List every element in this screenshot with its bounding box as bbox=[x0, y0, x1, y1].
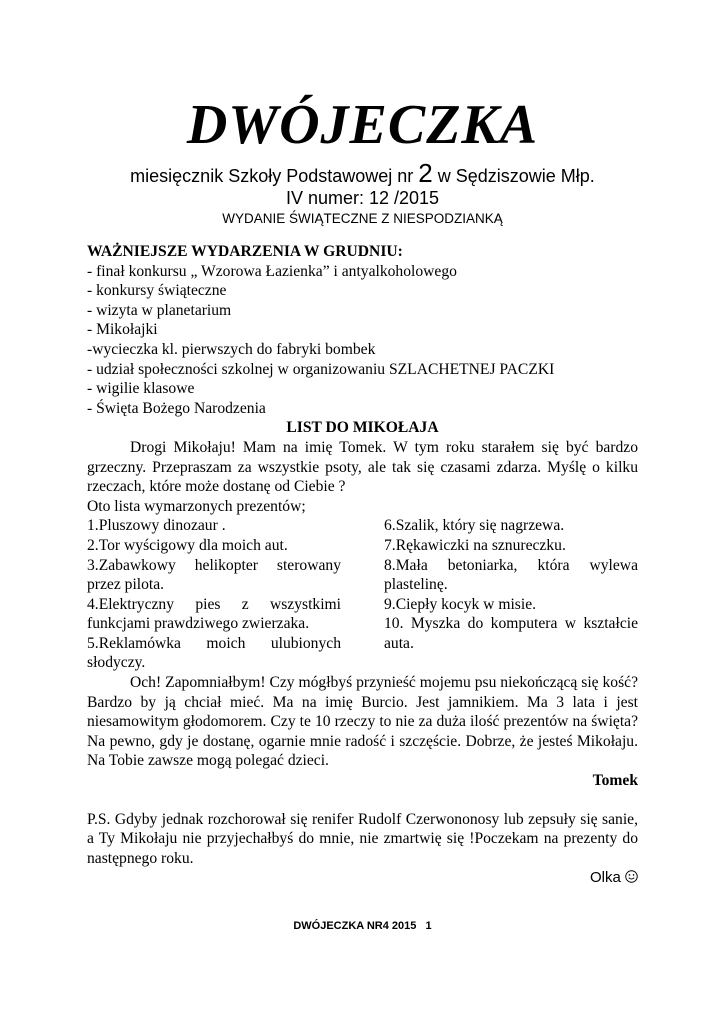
postscript-signature-name: Olka bbox=[589, 869, 621, 887]
event-item: - Święta Bożego Narodzenia bbox=[87, 399, 266, 417]
gift-item: 9.Ciepły kocyk w misie. bbox=[384, 595, 537, 613]
event-item: - konkursy świąteczne bbox=[87, 282, 227, 300]
edition-label: WYDANIE ŚWIĄTECZNE Z NIESPODZIANKĄ bbox=[222, 211, 503, 226]
newsletter-title: DWÓJECZKA bbox=[186, 94, 539, 156]
event-item: - udział społeczności szkolnej w organizowaniu SZLACHETNEJ PACZKI bbox=[87, 360, 555, 378]
gift-item: 10. Myszka do komputera w kształcie auta. bbox=[384, 615, 638, 652]
events-list bbox=[87, 262, 638, 419]
footer-text: DWÓJECZKA NR4 2015 1 bbox=[293, 920, 432, 932]
letter-intro: Drogi Mikołaju! Mam na imię Tomek. W tym roku starałem się być bardzo grzeczny. Przepraszam za wszystkie psoty, ale tak się czasami zdarza. Myślę o kilku rzeczach, które może dostanę od Ciebie ? bbox=[87, 438, 638, 496]
gift-list-left bbox=[87, 516, 341, 673]
events-heading: WAŻNIEJSZE WYDARZENIA W GRUDNIU: bbox=[87, 243, 403, 260]
event-item: -wycieczka kl. pierwszych do fabryki bombek bbox=[87, 340, 376, 358]
newsletter-subtitle bbox=[0, 160, 725, 189]
subtitle-text-end: w Sędziszowie Młp. bbox=[432, 166, 595, 186]
gift-item: 3.Zabawkowy helikopter sterowany przez pilota. bbox=[87, 556, 341, 594]
gift-item: 2.Tor wyścigowy dla moich aut. bbox=[87, 536, 288, 554]
main-content bbox=[87, 242, 638, 888]
gift-item: 4.Elektryczny pies z wszystkimi funkcjami prawdziwego zwierzaka. bbox=[87, 595, 341, 633]
postscript-signature bbox=[87, 868, 638, 888]
letter-signature: Tomek bbox=[592, 772, 638, 790]
gift-item: 5.Reklamówka moich ulubionych słodyczy. bbox=[87, 634, 341, 672]
subtitle-text-start: miesięcznik Szkoły Podstawowej nr bbox=[130, 166, 419, 186]
event-item: - wizyta w planetarium bbox=[87, 301, 232, 319]
letter-heading: LIST DO MIKOŁAJA bbox=[286, 419, 439, 437]
letter-closing: Och! Zapomniałbym! Czy mógłbyś przynieść mojemu psu niekończącą się kość? Bardzo by ją chciał mieć. Ma na imię Burcio. Jest jamnikiem. Ma 3 lata i jest niesamowitym głodomorem. Czy te 10 rzeczy to nie za duża ilość prezentów na święta? Na pewno, gdy je dostanę, ogarnie mnie radość i szczęście. Dobrze, że jesteś Mikołaju. Na Tobie zawsze mogą polegać dzieci. bbox=[87, 674, 638, 770]
gift-list-right bbox=[384, 516, 638, 673]
issue-number: IV numer: 12 /2015 bbox=[285, 188, 440, 208]
school-number: 2 bbox=[418, 158, 433, 188]
gift-list-intro: Oto lista wymarzonych prezentów; bbox=[87, 497, 306, 515]
postscript: P.S. Gdyby jednak rozchorował się renifer Rudolf Czerwononosy lub zepsuły się sanie, a Ty Mikołaju nie przyjechałbyś do mnie, nie zmartwię się !Poczekam na prezenty do następnego roku. bbox=[87, 810, 638, 867]
gift-item: 6.Szalik, który się nagrzewa. bbox=[384, 517, 565, 535]
smiley-icon bbox=[625, 870, 638, 883]
gift-list bbox=[87, 516, 638, 673]
gift-item: 8.Mała betoniarka, która wylewa plastelinę. bbox=[384, 556, 638, 594]
page-footer bbox=[0, 920, 725, 932]
gift-item: 7.Rękawiczki na sznureczku. bbox=[384, 536, 566, 554]
event-item: - wigilie klasowe bbox=[87, 380, 195, 398]
event-item: - finał konkursu „ Wzorowa Łazienka” i antyalkoholowego bbox=[87, 262, 457, 280]
gift-item: 1.Pluszowy dinozaur . bbox=[87, 517, 226, 535]
event-item: - Mikołajki bbox=[87, 321, 158, 339]
